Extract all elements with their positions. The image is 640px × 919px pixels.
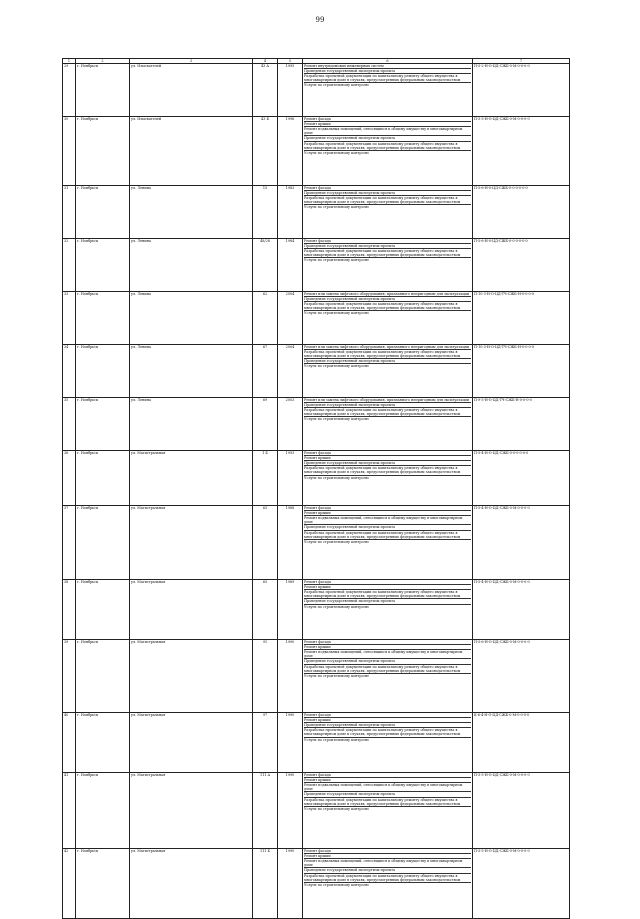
column-header: 5 <box>278 59 303 64</box>
work-item: Проведение государственной экспертизы проекта <box>304 69 471 74</box>
work-item: Разработка проектной документации по капитальному ремонту общего имущества в многоквартирном доме в случаях, предусмотренных федеральным законодательством <box>304 350 471 359</box>
year-cell: 1990 <box>278 640 303 713</box>
building-number-cell: 43 Б <box>253 117 278 186</box>
work-item: Разработка проектной документации по капитальному ремонту общего имущества в многоквартирном доме в случаях, предусмотренных федеральным законодательством <box>304 249 471 258</box>
table-row <box>63 186 570 239</box>
building-number-cell: 1 Б <box>253 451 278 506</box>
table-row <box>63 117 570 186</box>
city-cell: г. Ноябрьск <box>76 398 130 451</box>
year-cell: 1990 <box>278 849 303 919</box>
work-item: Ремонт фасада <box>304 506 471 511</box>
register-body <box>63 64 570 919</box>
column-header: 4 <box>253 59 278 64</box>
street-cell: ул. Магистральная <box>130 713 253 773</box>
year-cell: 1984 <box>278 239 303 292</box>
work-item: Услуги по строительному контролю <box>304 205 369 210</box>
work-item: Услуги по строительному контролю <box>304 83 369 88</box>
row-number: 36 <box>63 451 76 506</box>
building-code-cell: П-5-6-Н-0-ЦД-СЖБ-0-0-0-0-0-0 <box>473 239 570 292</box>
column-header: 3 <box>130 59 253 64</box>
work-item: Ремонт крыши <box>304 456 471 461</box>
table-row <box>63 64 570 117</box>
work-item: Разработка проектной документации по капитальному ремонту общего имущества в многоквартирном доме в случаях, предусмотренных федеральным законодательством <box>304 874 471 883</box>
work-item: Ремонт фасада <box>304 640 471 645</box>
table-row <box>63 713 570 773</box>
city-cell: г. Ноябрьск <box>76 713 130 773</box>
year-cell: 1988 <box>278 506 303 580</box>
work-item: Ремонт фасада <box>304 451 471 456</box>
work-item: Услуги по строительному контролю <box>304 882 369 887</box>
work-item: Ремонт фасада <box>304 580 471 585</box>
work-item: Проведение государственной экспертизы проекта <box>304 297 471 302</box>
building-code-cell: П-5-5-Н-О-ЦД-СЖБ-0-М-0-0-0-0 <box>473 849 570 919</box>
work-item: Услуги по строительному контролю <box>304 475 369 480</box>
works-cell <box>303 451 473 506</box>
work-item: Проведение государственной экспертизы проекта <box>304 403 471 408</box>
work-item: Услуги по строительному контролю <box>304 673 369 678</box>
work-item: Ремонт или замена лифтового оборудования, признанного непригодным для эксплуатации <box>304 398 470 403</box>
row-number: 34 <box>63 345 76 398</box>
work-item: Ремонт подвальных помещений, относящихся к общему имуществу в многоквартирном доме <box>304 783 471 792</box>
work-item: Ремонт подвальных помещений, относящихся к общему имуществу в многоквартирном доме <box>304 859 471 868</box>
works-cell <box>303 117 473 186</box>
work-item: Услуги по строительному контролю <box>304 150 369 155</box>
table-row <box>63 506 570 580</box>
works-cell <box>303 64 473 117</box>
work-item: Ремонт подвальных помещений, относящихся к общему имуществу в многоквартирном доме <box>304 516 471 525</box>
work-item: Проведение государственной экспертизы проекта <box>304 461 471 466</box>
work-item: Проведение государственной экспертизы проекта <box>304 191 471 196</box>
city-cell: г. Ноябрьск <box>76 64 130 117</box>
building-number-cell: 111 А <box>253 773 278 849</box>
table-row <box>63 451 570 506</box>
year-cell: 1989 <box>278 580 303 640</box>
street-cell: ул. Ленина <box>130 398 253 451</box>
work-item: Проведение государственной экспертизы проекта <box>304 244 471 249</box>
street-cell: ул. Изыскателей <box>130 64 253 117</box>
table-row <box>63 292 570 345</box>
work-item: Услуги по строительному контролю <box>304 258 369 263</box>
works-cell <box>303 292 473 345</box>
building-code-cell: П-5-2-Н-О-ЦД-СЖБ-0-М-0-0-0-0 <box>473 64 570 117</box>
city-cell: г. Ноябрьск <box>76 239 130 292</box>
column-header: 7 <box>473 59 570 64</box>
column-header: 6 <box>303 59 473 64</box>
works-cell <box>303 640 473 713</box>
work-item: Ремонт подвальных помещений, относящихся к общему имуществу в многоквартирном доме <box>304 650 471 659</box>
city-cell: г. Ноябрьск <box>76 640 130 713</box>
work-item: Разработка проектной документации по капитальному ремонту общего имущества в многоквартирном доме в случаях, предусмотренных федеральным законодательством <box>304 590 471 599</box>
row-number: 42 <box>63 849 76 919</box>
building-number-cell: 48/28 <box>253 239 278 292</box>
building-number-cell: 111 Б <box>253 849 278 919</box>
table-row <box>63 580 570 640</box>
work-item: Разработка проектной документации по капитальному ремонту общего имущества в многоквартирном доме в случаях, предусмотренных федеральным законодательством <box>304 408 471 417</box>
works-cell <box>303 345 473 398</box>
table-row <box>63 239 570 292</box>
building-number-cell: 91 <box>253 640 278 713</box>
street-cell: ул. Ленина <box>130 345 253 398</box>
work-item: Услуги по строительному контролю <box>304 311 369 316</box>
work-item: Услуги по строительному контролю <box>304 364 369 369</box>
street-cell: ул. Ленина <box>130 292 253 345</box>
table-row <box>63 398 570 451</box>
street-cell: ул. Магистральная <box>130 849 253 919</box>
works-cell <box>303 849 473 919</box>
building-number-cell: 62 <box>253 292 278 345</box>
city-cell: г. Ноябрьск <box>76 186 130 239</box>
row-number: 38 <box>63 580 76 640</box>
year-cell: 1983 <box>278 186 303 239</box>
work-item: Проведение государственной экспертизы проекта <box>304 359 471 364</box>
year-cell: 1995 <box>278 64 303 117</box>
work-item: Разработка проектной документации по капитальному ремонту общего имущества в многоквартирном доме в случаях, предусмотренных федеральным законодательством <box>304 142 471 151</box>
building-number-cell: 97 <box>253 713 278 773</box>
work-item: Ремонт фасада <box>304 117 471 122</box>
building-number-cell: 15 <box>253 186 278 239</box>
street-cell: ул. Магистральная <box>130 580 253 640</box>
table-row <box>63 345 570 398</box>
row-number: 33 <box>63 292 76 345</box>
building-code-cell: П-5-3-Н-О-ЦД-СЖБ-0-М-0-0-0-0 <box>473 117 570 186</box>
building-code-cell: П-5-4-Н-О-ЦД-СЖБ-0-0-0-0-0-0 <box>473 451 570 506</box>
work-item: Ремонт или замена лифтового оборудования, признанного непригодным для эксплуатации <box>304 292 470 297</box>
works-cell <box>303 239 473 292</box>
building-code-cell: П-10-3-Н-О-ЦД-ТЧ-СЖБ-Н-0-0-0-0 <box>473 345 570 398</box>
works-cell <box>303 773 473 849</box>
year-cell: 2004 <box>278 345 303 398</box>
work-item: Ремонт внутридомовых инженерных систем <box>304 64 471 69</box>
row-number: 32 <box>63 239 76 292</box>
works-cell <box>303 713 473 773</box>
year-cell: 2003 <box>278 398 303 451</box>
work-item: Разработка проектной документации по капитальному ремонту общего имущества в многоквартирном доме в случаях, предусмотренных федеральным законодательством <box>304 302 471 311</box>
street-cell: ул. Магистральная <box>130 451 253 506</box>
city-cell: г. Ноябрьск <box>76 849 130 919</box>
row-number: 29 <box>63 64 76 117</box>
year-cell: 1996 <box>278 117 303 186</box>
city-cell: г. Ноябрьск <box>76 451 130 506</box>
year-cell: 1990 <box>278 713 303 773</box>
work-item: Проведение государственной экспертизы проекта <box>304 136 471 141</box>
work-item: Проведение государственной экспертизы проекта <box>304 659 471 664</box>
year-cell: 2004 <box>278 292 303 345</box>
table-row <box>63 640 570 713</box>
work-item: Разработка проектной документации по капитальному ремонту общего имущества в многоквартирном доме в случаях, предусмотренных федеральным законодательством <box>304 798 471 807</box>
work-item: Проведение государственной экспертизы проекта <box>304 525 471 530</box>
work-item: Услуги по строительному контролю <box>304 417 369 422</box>
row-number: 31 <box>63 186 76 239</box>
work-item: Проведение государственной экспертизы проекта <box>304 723 471 728</box>
building-number-cell: 43 А <box>253 64 278 117</box>
work-item: Разработка проектной документации по капитальному ремонту общего имущества в многоквартирном доме в случаях, предусмотренных федеральным законодательством <box>304 728 471 737</box>
street-cell: ул. Магистральная <box>130 773 253 849</box>
table-row <box>63 773 570 849</box>
column-header: 1 <box>63 59 76 64</box>
work-item: Разработка проектной документации по капитальному ремонту общего имущества в многоквартирном доме в случаях, предусмотренных федеральным законодательством <box>304 665 471 674</box>
building-code-cell: П-5-5-Н-О-ЦД-СЖБ-0-М-0-0-0-0 <box>473 773 570 849</box>
building-number-cell: 67 <box>253 345 278 398</box>
work-item: Разработка проектной документации по капитальному ремонту общего имущества в многоквартирном доме в случаях, предусмотренных федеральным законодательством <box>304 531 471 540</box>
year-cell: 1990 <box>278 773 303 849</box>
work-item: Ремонт фасада <box>304 239 471 244</box>
city-cell: г. Ноябрьск <box>76 292 130 345</box>
work-item: Ремонт фасада <box>304 713 471 718</box>
street-cell: ул. Ленина <box>130 186 253 239</box>
row-number: 35 <box>63 398 76 451</box>
work-item: Ремонт крыши <box>304 585 471 590</box>
street-cell: ул. Изыскателей <box>130 117 253 186</box>
works-cell <box>303 580 473 640</box>
city-cell: г. Ноябрьск <box>76 117 130 186</box>
work-item: Разработка проектной документации по капитальному ремонту общего имущества в многоквартирном доме в случаях, предусмотренных федеральным законодательством <box>304 466 471 475</box>
building-code-cell: П-5-4-Н-О-ЦД-СЖБ-0-М-0-0-0-0 <box>473 580 570 640</box>
register-table <box>62 58 570 919</box>
building-code-cell: П-5-6-Н-0-ЦД-СЖБ-0-0-0-0-0-0 <box>473 186 570 239</box>
building-number-cell: 65 <box>253 580 278 640</box>
work-item: Ремонт или замена лифтового оборудования, признанного непригодным для эксплуатации <box>304 345 470 350</box>
street-cell: ул. Магистральная <box>130 640 253 713</box>
works-cell <box>303 506 473 580</box>
city-cell: г. Ноябрьск <box>76 773 130 849</box>
works-cell <box>303 398 473 451</box>
building-number-cell: 69 <box>253 398 278 451</box>
work-item: Ремонт крыши <box>304 122 471 127</box>
work-item: Услуги по строительному контролю <box>304 604 369 609</box>
street-cell: ул. Магистральная <box>130 506 253 580</box>
work-item: Ремонт крыши <box>304 511 471 516</box>
year-cell: 1993 <box>278 451 303 506</box>
row-number: 37 <box>63 506 76 580</box>
row-number: 40 <box>63 713 76 773</box>
row-number: 30 <box>63 117 76 186</box>
row-number: 41 <box>63 773 76 849</box>
street-cell: ул. Ленина <box>130 239 253 292</box>
work-item: Проведение государственной экспертизы проекта <box>304 868 471 873</box>
building-code-cell: П-10-3-Н-О-ЦД-ТЧ-СЖБ-Н-0-0-0-0 <box>473 292 570 345</box>
work-item: Ремонт фасада <box>304 186 471 191</box>
table-row <box>63 849 570 919</box>
city-cell: г. Ноябрьск <box>76 345 130 398</box>
city-cell: г. Ноябрьск <box>76 580 130 640</box>
work-item: Ремонт подвальных помещений, относящихся к общему имуществу в многоквартирном доме <box>304 127 471 136</box>
city-cell: г. Ноябрьск <box>76 506 130 580</box>
work-item: Разработка проектной документации по капитальному ремонту общего имущества в многоквартирном доме в случаях, предусмотренных федеральным законодательством <box>304 74 471 83</box>
work-item: Проведение государственной экспертизы проекта <box>304 792 471 797</box>
work-item: Услуги по строительному контролю <box>304 737 369 742</box>
work-item: Разработка проектной документации по капитальному ремонту общего имущества в многоквартирном доме в случаях, предусмотренных федеральным законодательством <box>304 196 471 205</box>
work-item: Ремонт фасада <box>304 773 471 778</box>
work-item: Ремонт крыши <box>304 854 471 859</box>
works-cell <box>303 186 473 239</box>
work-item: Ремонт крыши <box>304 645 471 650</box>
column-header: 2 <box>76 59 130 64</box>
building-number-cell: 63 <box>253 506 278 580</box>
building-code-cell: П-5-6-Н-О-ЦД-СЖБ-0-М-0-0-0-0 <box>473 640 570 713</box>
work-item: Проведение государственной экспертизы проекта <box>304 599 471 604</box>
work-item: Услуги по строительному контролю <box>304 806 369 811</box>
work-item: Услуги по строительному контролю <box>304 539 369 544</box>
building-code-cell: П-9-3-Н-О-ЦД-ТЧ-СЖБ-Н-0-0-0-0 <box>473 398 570 451</box>
page-number: 99 <box>315 16 325 24</box>
row-number: 39 <box>63 640 76 713</box>
building-code-cell: К-6-4-Н-О-ЦД-СЖБ-0-М-0-0-0-0 <box>473 713 570 773</box>
work-item: Ремонт фасада <box>304 849 471 854</box>
work-item: Ремонт крыши <box>304 778 471 783</box>
work-item: Ремонт крыши <box>304 718 471 723</box>
building-code-cell: П-5-4-Н-О-ЦД-СЖБ-0-М-0-0-0-0 <box>473 506 570 580</box>
